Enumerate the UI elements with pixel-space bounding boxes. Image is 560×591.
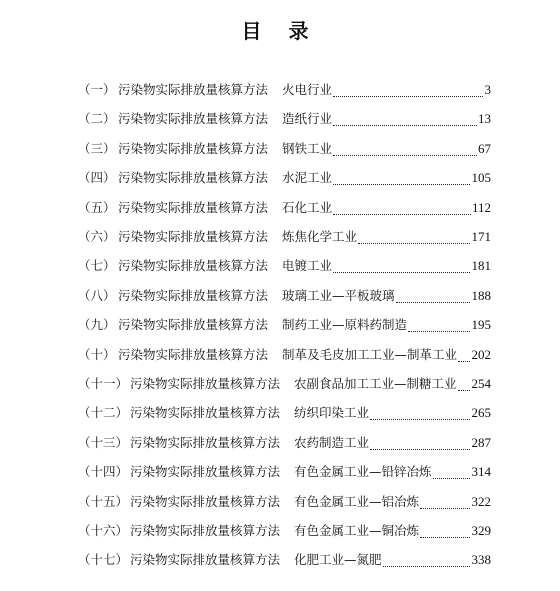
toc-entry-subject: 石化工业 (282, 199, 333, 215)
toc-entry-number: （十） (78, 346, 116, 362)
toc-entry-page-number: 105 (471, 170, 491, 186)
toc-entry-subject: 有色金属工业—铜冶炼 (294, 523, 420, 538)
toc-entry-page-number: 287 (471, 434, 491, 450)
toc-entry-label: 污染物实际排放量核算方法 (118, 346, 269, 362)
toc-entry-label: 污染物实际排放量核算方法 (118, 258, 269, 274)
toc-entry-page-number: 188 (471, 287, 491, 303)
toc-entry[interactable] (0, 198, 560, 218)
toc-entry-subject: 造纸行业 (282, 111, 333, 127)
toc-entry-page-number: 202 (471, 346, 491, 362)
page-title: 目 录 (241, 19, 319, 43)
toc-entry[interactable] (0, 109, 560, 129)
toc-entry[interactable] (0, 492, 560, 512)
toc-entry-number: （三） (78, 140, 116, 156)
toc-entry-page-number: 67 (478, 140, 491, 156)
toc-entry-subject: 制革及毛皮加工工业—制革工业 (282, 346, 458, 362)
toc-entry-subject: 制药工业—原料药制造 (282, 317, 408, 333)
toc-entry-label: 污染物实际排放量核算方法 (118, 199, 269, 215)
toc-entry-subject: 化肥工业—氮肥 (294, 552, 382, 568)
toc-dot-leader (458, 349, 470, 362)
toc-entry-number: （十一） (78, 376, 129, 391)
toc-entry-subject: 电镀工业 (282, 258, 333, 274)
toc-entry[interactable] (0, 315, 560, 335)
toc-entry-number: （一） (78, 82, 116, 97)
toc-entry[interactable] (0, 345, 560, 365)
toc-entry-subject: 钢铁工业 (282, 140, 333, 156)
toc-dot-leader (333, 202, 471, 215)
toc-entry-number: （十四） (78, 464, 129, 480)
toc-entry-label: 污染物实际排放量核算方法 (118, 229, 269, 244)
toc-dot-leader (420, 525, 470, 538)
toc-entry-number: （五） (78, 199, 116, 215)
toc-entry[interactable] (0, 433, 560, 453)
toc-dot-leader (408, 319, 470, 332)
toc-entry-number: （十七） (78, 552, 129, 568)
toc-entry-page-number: 314 (471, 464, 491, 480)
toc-entry-page-number: 322 (471, 493, 491, 509)
toc-entry-page-number: 112 (471, 199, 491, 215)
toc-entry-subject: 炼焦化学工业 (282, 229, 358, 244)
toc-dot-leader (383, 554, 470, 567)
toc-entry-page-number: 329 (471, 523, 491, 538)
toc-entry-label: 污染物实际排放量核算方法 (118, 170, 269, 186)
toc-entry-page-number: 195 (471, 317, 491, 333)
toc-entry-number: （四） (78, 170, 116, 186)
toc-entry-subject: 纺织印染工业 (294, 405, 370, 421)
toc-entry-page-number: 171 (471, 229, 491, 244)
toc-dot-leader (333, 172, 470, 185)
toc-dot-leader (333, 113, 477, 126)
toc-entry-subject: 水泥工业 (282, 170, 333, 186)
toc-entry-number: （二） (78, 111, 116, 127)
toc-entry-number: （八） (78, 287, 116, 303)
toc-entry-subject: 火电行业 (282, 82, 333, 97)
toc-entry[interactable] (0, 550, 560, 570)
toc-entry[interactable] (0, 256, 560, 276)
toc-entry-label: 污染物实际排放量核算方法 (130, 493, 281, 509)
toc-entry-subject: 农药制造工业 (294, 434, 370, 450)
toc-dot-leader (333, 143, 477, 156)
toc-entry-label: 污染物实际排放量核算方法 (118, 317, 269, 333)
toc-entry-page-number: 13 (478, 111, 491, 127)
toc-entry-label: 污染物实际排放量核算方法 (130, 464, 281, 480)
toc-entry-number: （六） (78, 229, 116, 244)
toc-entry-label: 污染物实际排放量核算方法 (118, 82, 269, 97)
toc-entry-number: （十五） (78, 493, 129, 509)
toc-entry[interactable] (0, 374, 560, 394)
toc-entry-page-number: 265 (471, 405, 491, 421)
toc-entry-label: 污染物实际排放量核算方法 (118, 111, 269, 127)
toc-entry-label: 污染物实际排放量核算方法 (130, 376, 281, 391)
toc-dot-leader (358, 231, 470, 244)
toc-entry-number: （十六） (78, 523, 129, 538)
toc-entry-subject: 农副食品加工工业—制糖工业 (294, 376, 457, 391)
toc-entry[interactable] (0, 80, 560, 100)
toc-entry-number: （七） (78, 258, 116, 274)
toc-dot-leader (458, 378, 470, 391)
toc-entry[interactable] (0, 139, 560, 159)
toc-entry-label: 污染物实际排放量核算方法 (118, 287, 269, 303)
toc-entry-label: 污染物实际排放量核算方法 (130, 405, 281, 421)
toc-dot-leader (333, 260, 470, 273)
toc-entry-number: （十三） (78, 434, 129, 450)
toc-dot-leader (333, 84, 483, 97)
toc-entry[interactable] (0, 403, 560, 423)
toc-entry-page-number: 254 (471, 376, 491, 391)
toc-entry-label: 污染物实际排放量核算方法 (130, 434, 281, 450)
toc-dot-leader (370, 437, 470, 450)
toc-entry-label: 污染物实际排放量核算方法 (130, 523, 281, 538)
toc-entry[interactable] (0, 521, 560, 541)
toc-entry-subject: 有色金属工业—铅锌冶炼 (294, 464, 432, 480)
toc-entry-subject: 有色金属工业—铝冶炼 (294, 493, 420, 509)
toc-entry-label: 污染物实际排放量核算方法 (130, 552, 281, 568)
toc-entry-number: （九） (78, 317, 116, 333)
toc-entry-label: 污染物实际排放量核算方法 (118, 140, 269, 156)
toc-entry-subject: 玻璃工业—平板玻璃 (282, 287, 395, 303)
toc-dot-leader (370, 407, 470, 420)
toc-entry[interactable] (0, 227, 560, 247)
toc-dot-leader (420, 496, 470, 509)
toc-entry[interactable] (0, 168, 560, 188)
toc-entry[interactable] (0, 286, 560, 306)
toc-dot-leader (433, 466, 470, 479)
toc-entry[interactable] (0, 462, 560, 482)
toc-entry-page-number: 181 (471, 258, 491, 274)
toc-entry-page-number: 3 (484, 82, 491, 97)
toc-dot-leader (396, 290, 470, 303)
toc-entry-page-number: 338 (471, 552, 491, 568)
toc-entry-number: （十二） (78, 405, 129, 421)
